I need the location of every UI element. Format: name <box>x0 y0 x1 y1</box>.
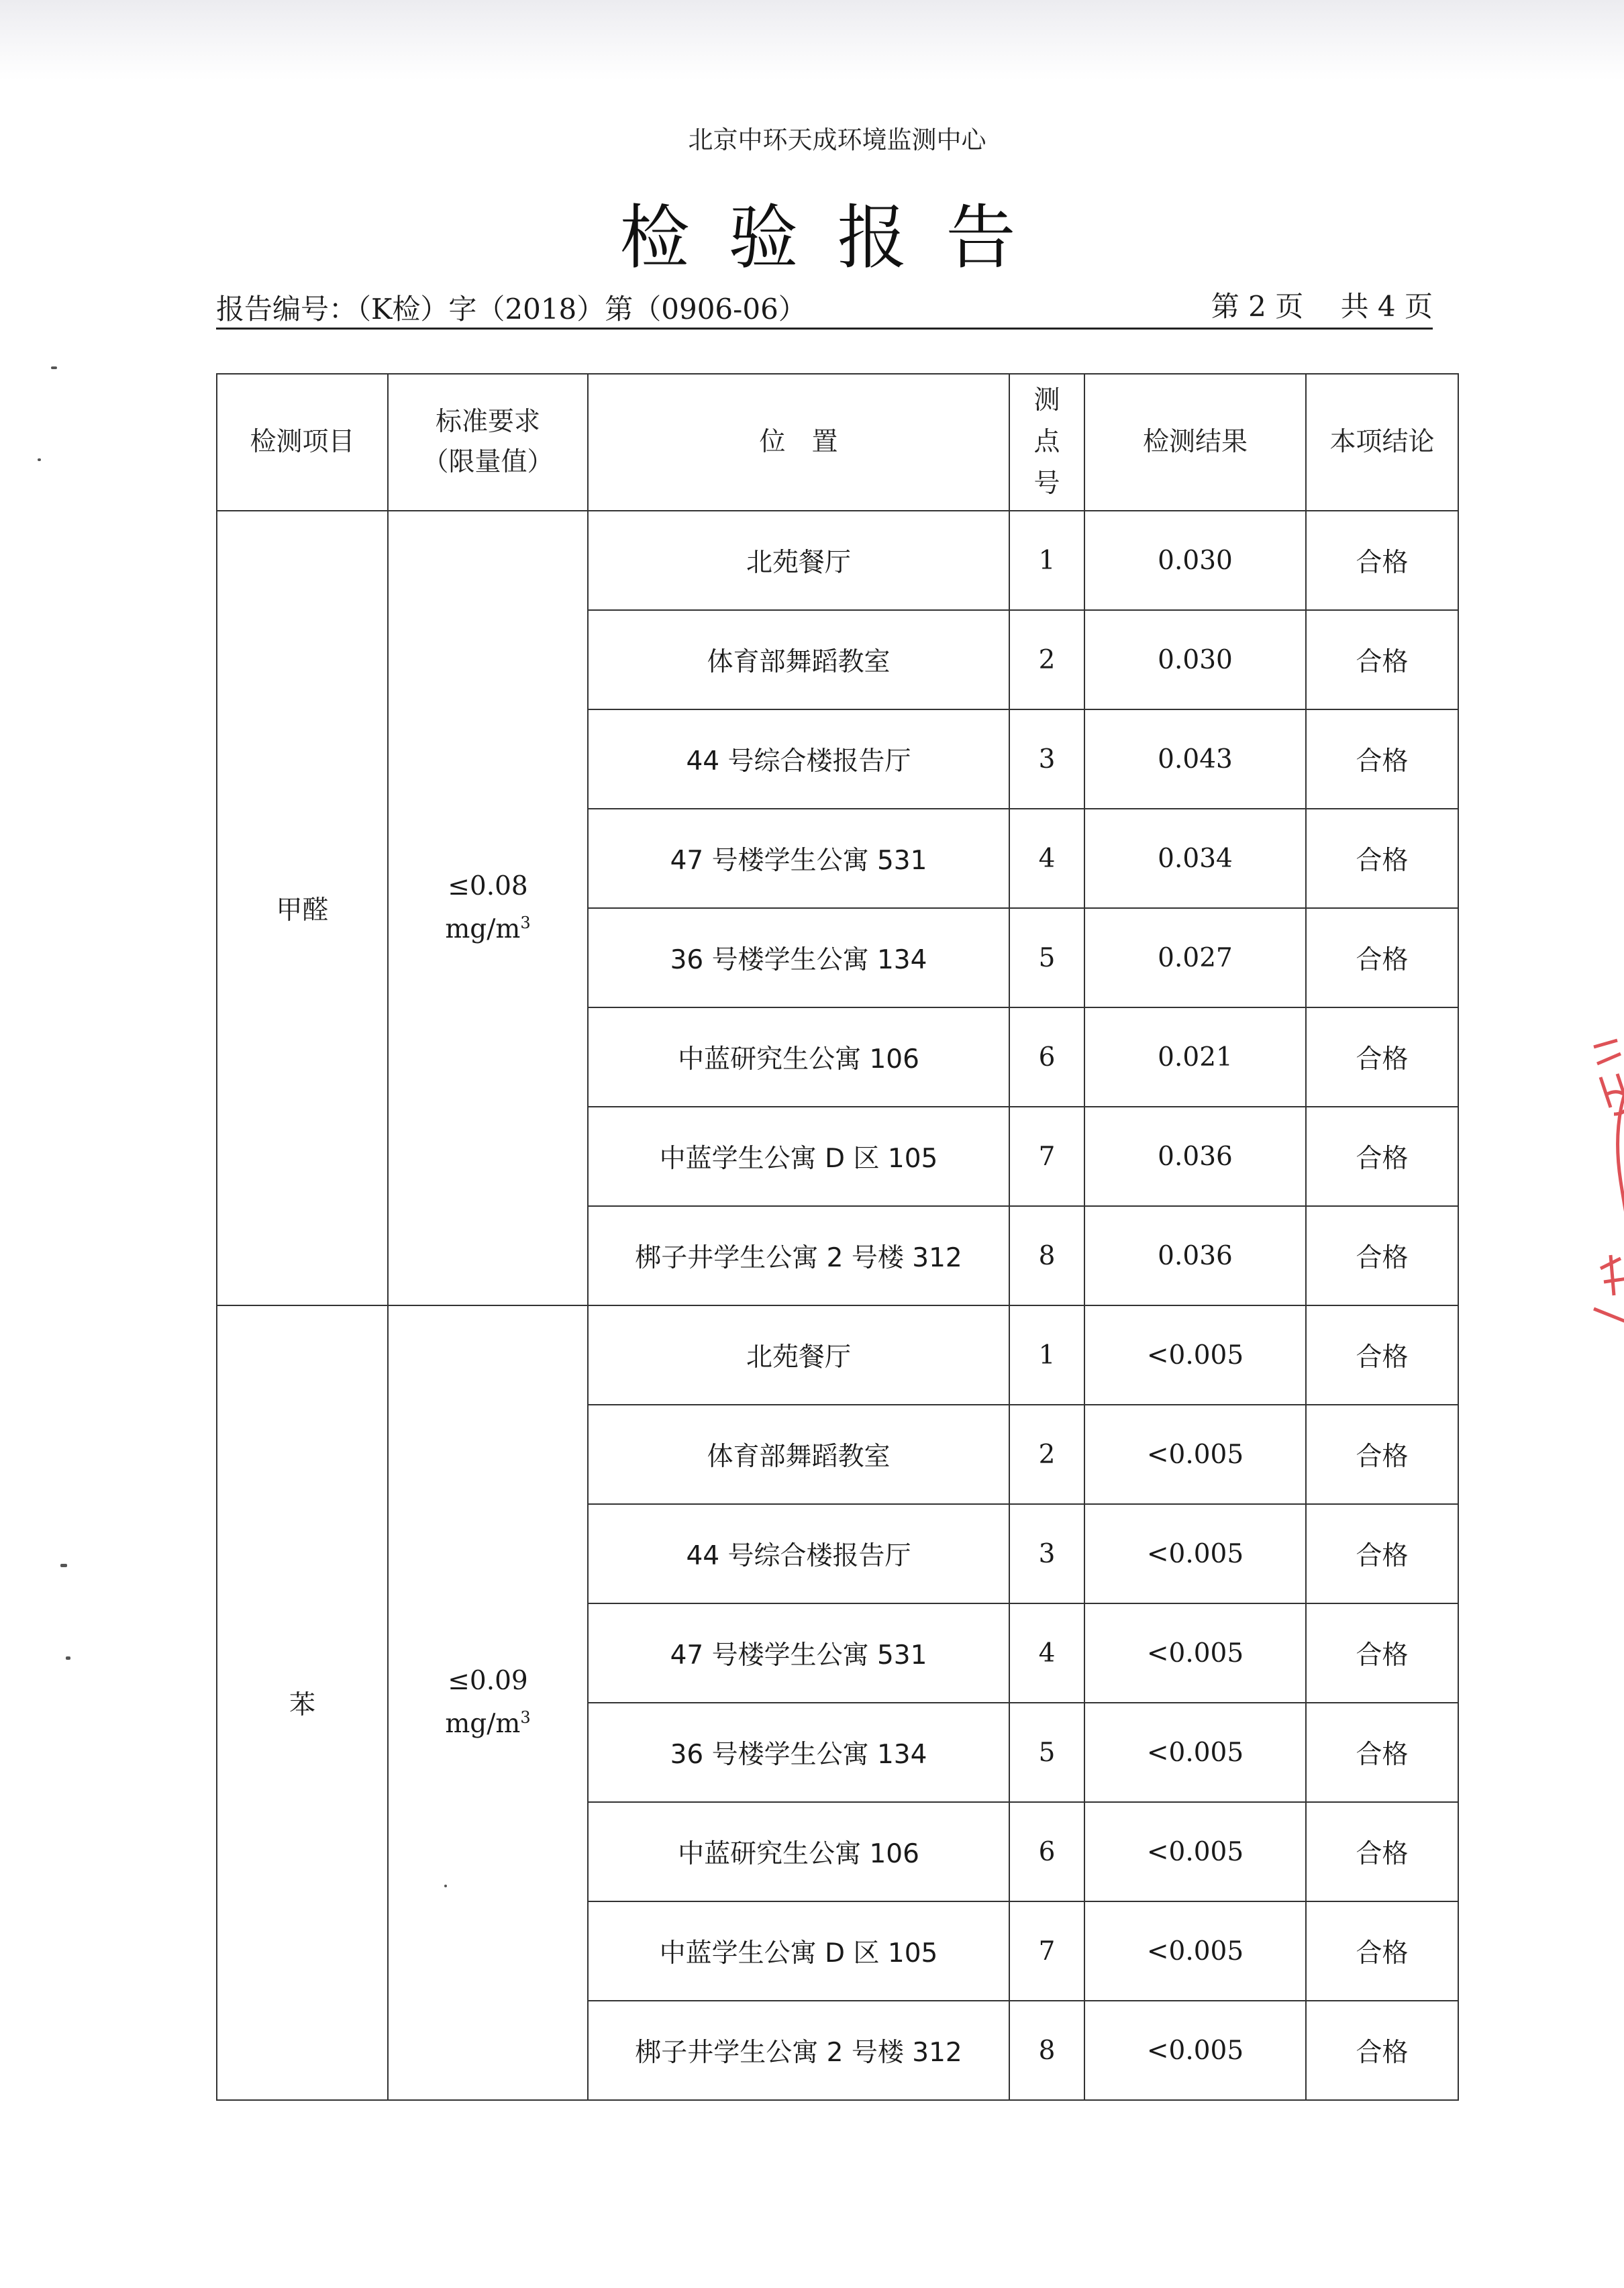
page-total: 共 4 页 <box>1340 290 1433 323</box>
page-indicator <box>1211 285 1433 325</box>
result-cell: <0.005 <box>1084 1802 1306 1901</box>
conclusion-cell: 合格 <box>1306 1405 1458 1504</box>
header-point-char: 点 <box>1033 427 1060 457</box>
conclusion-cell: 合格 <box>1306 1504 1458 1603</box>
table-header-row <box>217 374 1458 511</box>
location-cell: 北苑餐厅 <box>588 1305 1009 1405</box>
point-number-cell: 8 <box>1009 1206 1084 1305</box>
organization-name: 北京中环天成环境监测中心 <box>688 126 986 154</box>
page-current: 第 2 页 <box>1211 290 1304 323</box>
point-number-cell: 2 <box>1009 610 1084 709</box>
table-body <box>217 511 1458 2100</box>
header-point-char: 测 <box>1033 385 1060 415</box>
point-number-cell: 5 <box>1009 1703 1084 1802</box>
header-result: 检测结果 <box>1084 374 1306 511</box>
conclusion-cell: 合格 <box>1306 1703 1458 1802</box>
standard-limit-value: ≤0.08 <box>448 871 528 901</box>
scan-speck <box>51 366 57 369</box>
result-cell: 0.036 <box>1084 1107 1306 1206</box>
location-cell: 北苑餐厅 <box>588 511 1009 610</box>
header-conclusion: 本项结论 <box>1306 374 1458 511</box>
location-cell: 中蓝学生公寓 D 区 105 <box>588 1107 1009 1206</box>
result-cell: <0.005 <box>1084 1603 1306 1703</box>
result-cell: 0.030 <box>1084 511 1306 610</box>
point-number-cell: 8 <box>1009 2001 1084 2100</box>
point-number-cell: 4 <box>1009 1603 1084 1703</box>
unit-exponent: 3 <box>520 1708 531 1727</box>
standard-limit-cell <box>388 1305 588 2100</box>
point-number-cell: 7 <box>1009 1107 1084 1206</box>
standard-limit-unit <box>389 1699 587 1742</box>
page-title: 检验报告 <box>619 197 1055 279</box>
conclusion-cell: 合格 <box>1306 1603 1458 1703</box>
header-standard-line2: （限量值） <box>422 447 554 477</box>
point-number-cell: 4 <box>1009 809 1084 908</box>
report-info-line <box>216 283 1433 330</box>
result-cell: 0.027 <box>1084 908 1306 1007</box>
standard-limit-unit <box>389 905 587 948</box>
point-number-cell: 3 <box>1009 1504 1084 1603</box>
header-point <box>1009 374 1084 511</box>
point-number-cell: 1 <box>1009 511 1084 610</box>
point-number-cell: 5 <box>1009 908 1084 1007</box>
conclusion-cell: 合格 <box>1306 1901 1458 2001</box>
point-number-cell: 3 <box>1009 709 1084 809</box>
scan-top-shadow <box>0 0 1624 81</box>
header-location: 位 置 <box>588 374 1009 511</box>
conclusion-cell: 合格 <box>1306 2001 1458 2100</box>
location-cell: 梆子井学生公寓 2 号楼 312 <box>588 2001 1009 2100</box>
scan-speck <box>38 458 41 461</box>
result-cell: <0.005 <box>1084 1901 1306 2001</box>
header-standard-line1: 标准要求 <box>435 407 540 437</box>
test-item-cell: 甲醛 <box>217 511 388 1305</box>
seal-stamp-fragment <box>1580 1013 1624 1349</box>
conclusion-cell: 合格 <box>1306 610 1458 709</box>
standard-limit-value: ≤0.09 <box>448 1666 528 1696</box>
result-cell: <0.005 <box>1084 1305 1306 1405</box>
location-cell: 梆子井学生公寓 2 号楼 312 <box>588 1206 1009 1305</box>
location-cell: 36 号楼学生公寓 134 <box>588 908 1009 1007</box>
conclusion-cell: 合格 <box>1306 709 1458 809</box>
conclusion-cell: 合格 <box>1306 809 1458 908</box>
conclusion-cell: 合格 <box>1306 1802 1458 1901</box>
result-cell: 0.034 <box>1084 809 1306 908</box>
test-item-cell: 苯 <box>217 1305 388 2100</box>
point-number-cell: 7 <box>1009 1901 1084 2001</box>
location-cell: 体育部舞蹈教室 <box>588 610 1009 709</box>
result-cell: <0.005 <box>1084 1703 1306 1802</box>
conclusion-cell: 合格 <box>1306 1305 1458 1405</box>
results-table <box>216 373 1459 2101</box>
conclusion-cell: 合格 <box>1306 1007 1458 1107</box>
location-cell: 47 号楼学生公寓 531 <box>588 1603 1009 1703</box>
unit-exponent: 3 <box>520 913 531 932</box>
conclusion-cell: 合格 <box>1306 1206 1458 1305</box>
unit-base: mg/m <box>445 1709 521 1739</box>
report-number: 报告编号：（K检）字（2018）第（0906-06） <box>216 293 807 326</box>
result-cell: 0.021 <box>1084 1007 1306 1107</box>
point-number-cell: 2 <box>1009 1405 1084 1504</box>
location-cell: 47 号楼学生公寓 531 <box>588 809 1009 908</box>
point-number-cell: 6 <box>1009 1007 1084 1107</box>
location-cell: 中蓝研究生公寓 106 <box>588 1007 1009 1107</box>
conclusion-cell: 合格 <box>1306 1107 1458 1206</box>
location-cell: 44 号综合楼报告厅 <box>588 709 1009 809</box>
table-row <box>217 1305 1458 1405</box>
location-cell: 体育部舞蹈教室 <box>588 1405 1009 1504</box>
scan-speck <box>444 1885 447 1887</box>
point-number-cell: 6 <box>1009 1802 1084 1901</box>
standard-limit-cell <box>388 511 588 1305</box>
result-cell: <0.005 <box>1084 1405 1306 1504</box>
table-row <box>217 511 1458 610</box>
conclusion-cell: 合格 <box>1306 908 1458 1007</box>
location-cell: 44 号综合楼报告厅 <box>588 1504 1009 1603</box>
location-cell: 36 号楼学生公寓 134 <box>588 1703 1009 1802</box>
header-point-char: 号 <box>1033 468 1060 499</box>
location-cell: 中蓝学生公寓 D 区 105 <box>588 1901 1009 2001</box>
header-item: 检测项目 <box>217 374 388 511</box>
result-cell: <0.005 <box>1084 1504 1306 1603</box>
location-cell: 中蓝研究生公寓 106 <box>588 1802 1009 1901</box>
unit-base: mg/m <box>445 914 521 944</box>
point-number-cell: 1 <box>1009 1305 1084 1405</box>
conclusion-cell: 合格 <box>1306 511 1458 610</box>
scan-speck <box>60 1564 67 1567</box>
result-cell: 0.043 <box>1084 709 1306 809</box>
result-cell: 0.030 <box>1084 610 1306 709</box>
scan-speck <box>66 1656 70 1660</box>
result-cell: <0.005 <box>1084 2001 1306 2100</box>
result-cell: 0.036 <box>1084 1206 1306 1305</box>
header-standard <box>388 374 588 511</box>
